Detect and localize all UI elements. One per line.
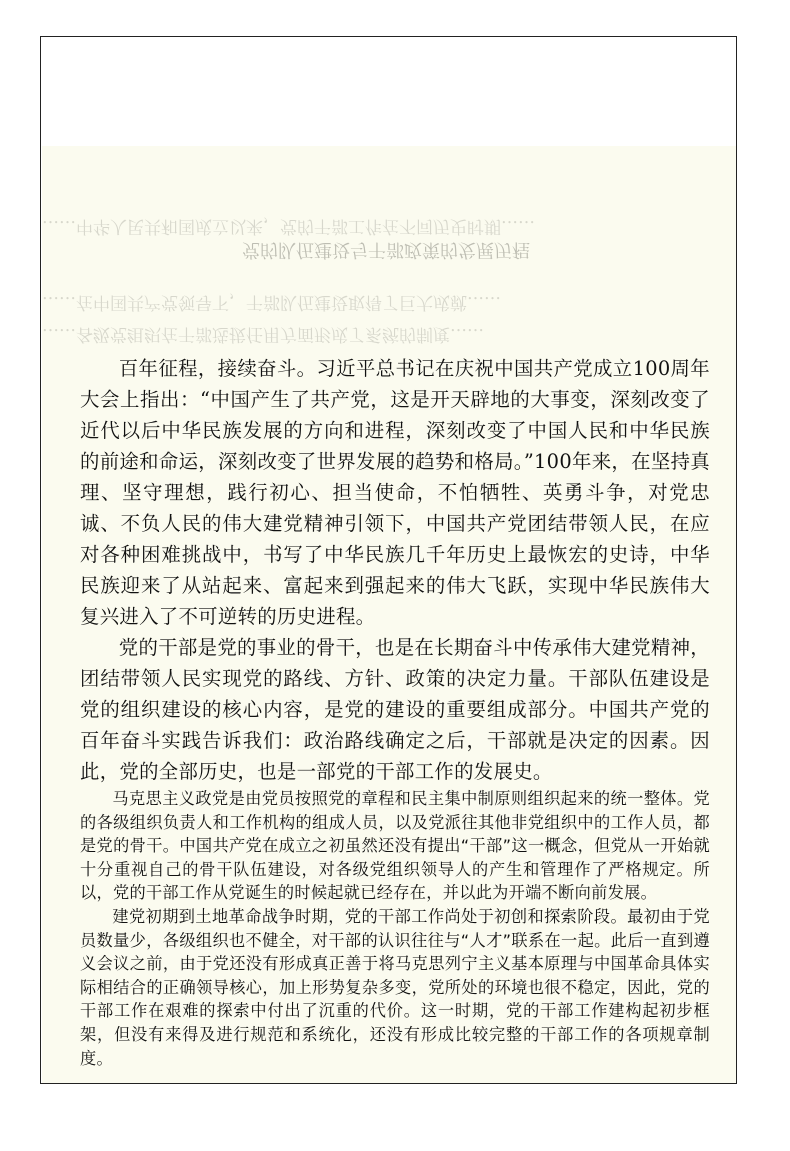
body-text bbox=[80, 353, 710, 1070]
bleed-through-heading: 党的队伍建设与干部政策的发展历程 bbox=[242, 239, 530, 260]
paragraph: 马克思主义政党是由党员按照党的章程和民主集中制原则组织起来的统一整体。党的各级组织负责人和工作机构的组成人员，以及党派往其他非党组织中的工作人员，都是党的骨干。中国共产党在成立之初虽然还没有提出“干部”这一概念，但党从一开始就十分重视自己的骨干队伍建设，对各级党组织领导人的产生和管理作了严格规定。所以，党的干部工作从党诞生的时候起就已经存在，并以此为开端不断向前发展。 bbox=[80, 789, 710, 903]
bleed-through-line: ……中华人民共和国成立以来，党的干部工作在不同历史时期…… bbox=[42, 216, 535, 236]
paragraph: 建党初期到土地革命战争时期，党的干部工作尚处于初创和探索阶段。最初由于党员数量少，各级组织也不健全，对干部的认识往往与“人才”联系在一起。此后一直到遵义会议之前，由于党还没有形成真正善于将马克思列宁主义基本原理与中国革命具体实际相结合的正确领导核心，加上形势复杂多变，党所处的环境也很不稳定，因此，党的干部工作在艰难的探索中付出了沉重的代价。这一时期，党的干部工作建构起初步框架，但没有来得及进行规范和系统化，还没有形成比较完整的干部工作的各项规章制度。 bbox=[80, 906, 710, 1068]
bleed-through-line: ……各级党组织在干部选拔任用方面形成了系统的制度…… bbox=[42, 324, 484, 344]
bleed-through-line: ……在中国共产党领导下，干部队伍建设取得了巨大成就…… bbox=[42, 292, 501, 312]
paragraph: 百年征程，接续奋斗。习近平总书记在庆祝中国共产党成立100周年大会上指出：“中国产生了共产党，这是开天辟地的大事变，深刻改变了近代以后中华民族发展的方向和进程，深刻改变了中国人民和中华民族的前途和命运，深刻改变了世界发展的趋势和格局。”100年来，在坚持真理、坚守理想，践行初心、担当使命，不怕牺牲、英勇斗争，对党忠诚、不负人民的伟大建党精神引领下，中国共产党团结带领人民，在应对各种困难挑战中，书写了中华民族几千年历史上最恢宏的史诗，中华民族迎来了从站起来、富起来到强起来的伟大飞跃，实现中华民族伟大复兴进入了不可逆转的历史进程。 bbox=[80, 357, 710, 628]
paragraph: 党的干部是党的事业的骨干，也是在长期奋斗中传承伟大建党精神，团结带领人民实现党的路线、方针、政策的决定力量。干部队伍建设是党的组织建设的核心内容，是党的建设的重要组成部分。中国共产党的百年奋斗实践告诉我们：政治路线确定之后，干部就是决定的因素。因此，党的全部历史，也是一部党的干部工作的发展史。 bbox=[80, 636, 710, 783]
